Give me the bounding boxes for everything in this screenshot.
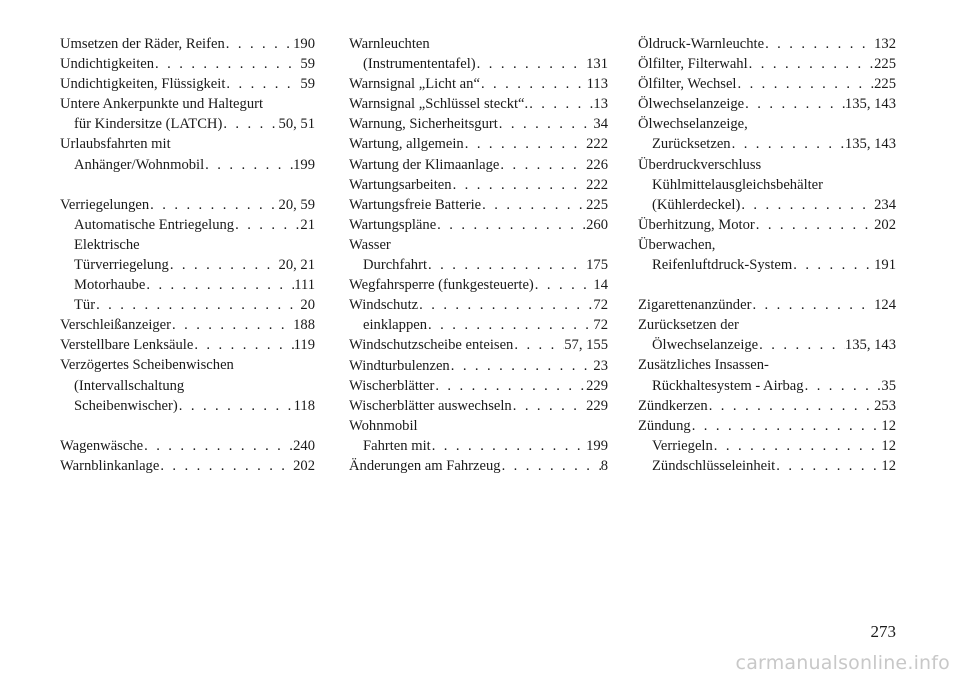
index-entry-label: Elektrische	[74, 236, 140, 253]
index-page-ref: 135, 143	[844, 96, 896, 113]
index-entry	[638, 215, 896, 235]
page-number: 273	[870, 622, 896, 641]
index-entry	[638, 416, 896, 436]
index-entry	[638, 54, 896, 74]
dot-leader	[171, 315, 293, 335]
index-page-ref: 59	[300, 76, 315, 93]
index-entry-label: Überdruckverschluss	[638, 156, 762, 173]
index-heading	[638, 175, 896, 195]
index-entry	[60, 315, 315, 335]
dot-leader	[143, 436, 293, 456]
index-heading	[60, 235, 315, 255]
index-entry-label: Ölfilter, Wechsel	[638, 76, 737, 93]
index-entry-label: Undichtigkeiten, Flüssigkeit	[60, 76, 226, 93]
index-page-ref: 72	[593, 297, 608, 314]
index-entry-label: Zündschlüsseleinheit	[652, 457, 776, 474]
index-entry	[60, 295, 315, 315]
index-entry-label: einklappen	[363, 317, 428, 334]
index-spacer	[60, 416, 315, 436]
index-page-ref: 59	[300, 56, 315, 73]
index-page-ref: 190	[293, 36, 315, 52]
index-page-ref: 199	[293, 156, 315, 173]
index-entry-label: Änderungen am Fahrzeug	[349, 457, 501, 474]
index-entry-label: Rückhaltesystem - Airbag	[652, 377, 804, 394]
index-page-ref: 240	[293, 437, 315, 454]
index-entry-label: Ölfilter, Filterwahl	[638, 56, 748, 73]
index-entry	[349, 74, 608, 94]
index-page-ref: 132	[874, 36, 896, 52]
index-page-ref: 225	[874, 76, 896, 93]
dot-leader	[145, 275, 294, 295]
index-entry	[349, 335, 608, 355]
dot-leader	[534, 275, 594, 295]
index-page-ref: 14	[593, 277, 608, 294]
dot-leader	[436, 215, 586, 235]
index-entry-label: Reifenluftdruck-System	[652, 257, 793, 274]
index-page-ref: 175	[586, 257, 608, 274]
index-entry-label: Warnsignal „Schlüssel steckt“.	[349, 96, 529, 113]
index-entry-label: Verriegeln	[652, 437, 713, 454]
index-heading	[60, 376, 315, 396]
dot-leader	[476, 54, 586, 74]
index-entry	[60, 255, 315, 275]
index-entry-label: Wegfahrsperre (funkgesteuerte)	[349, 277, 534, 294]
index-column-2	[349, 34, 608, 476]
index-entry	[349, 155, 608, 175]
index-page-ref: 191	[874, 257, 896, 274]
index-entry-label: Zurücksetzen	[652, 136, 731, 153]
index-page-ref: 202	[874, 216, 896, 233]
index-page-ref: 222	[586, 176, 608, 193]
index-entry	[638, 74, 896, 94]
index-entry-label: Motorhaube	[74, 277, 146, 294]
index-page-ref: 72	[593, 317, 608, 334]
index-page-ref: 20	[300, 297, 315, 314]
index-entry-label: Wartung der Klimaanlage	[349, 156, 500, 173]
index-entry	[349, 114, 608, 134]
index-entry-label: Verzögertes Scheibenwischen	[60, 357, 234, 374]
index-page-ref: 23	[593, 357, 608, 374]
index-entry-label: (Intervallschaltung	[74, 377, 185, 394]
dot-leader	[758, 335, 845, 355]
dot-leader	[204, 155, 293, 175]
index-page-ref: 57, 155	[564, 337, 608, 354]
index-heading	[638, 315, 896, 335]
index-entry-label: Fahrten mit	[363, 437, 431, 454]
index-page-ref: 12	[881, 457, 896, 474]
index-entry-label: Durchfahrt	[363, 257, 428, 274]
index-entry	[60, 436, 315, 456]
index-entry	[349, 315, 608, 335]
index-heading	[60, 134, 315, 154]
index-entry-label: Ölwechselanzeige	[652, 337, 759, 354]
dot-leader	[149, 195, 278, 215]
index-entry	[349, 456, 608, 476]
index-entry-label: Untere Ankerpunkte und Haltegurt	[60, 96, 264, 113]
dot-leader	[751, 295, 874, 315]
index-entry	[349, 255, 608, 275]
index-page-ref: 260	[586, 216, 608, 233]
index-entry	[638, 134, 896, 154]
dot-leader	[418, 295, 593, 315]
index-entry-label: Warnsignal „Licht an“	[349, 76, 480, 93]
watermark-text: carmanualsonline.info	[735, 652, 950, 674]
index-entry-label: Warnung, Sicherheitsgurt	[349, 116, 498, 133]
index-page-ref: 13	[593, 96, 608, 113]
index-entry	[349, 356, 608, 376]
dot-leader	[691, 416, 882, 436]
index-page-ref: 124	[874, 297, 896, 314]
index-entry	[349, 215, 608, 235]
index-entry	[349, 436, 608, 456]
index-entry-label: (Instrumententafel)	[363, 56, 476, 73]
dot-leader	[512, 396, 586, 416]
dot-leader	[740, 195, 874, 215]
dot-leader	[427, 255, 586, 275]
index-page-ref: 12	[881, 417, 896, 434]
index-entry	[638, 255, 896, 275]
dot-leader	[434, 376, 586, 396]
index-entry	[638, 335, 896, 355]
dot-leader	[501, 456, 601, 476]
dot-leader	[748, 54, 874, 74]
index-entry	[60, 195, 315, 215]
dot-leader	[528, 94, 593, 114]
index-heading	[349, 416, 608, 436]
dot-leader	[450, 356, 594, 376]
index-heading	[638, 235, 896, 255]
index-entry	[638, 295, 896, 315]
dot-leader	[513, 335, 564, 355]
index-entry-label: Zurücksetzen der	[638, 317, 739, 334]
index-entry-label: Scheibenwischer)	[74, 397, 178, 414]
index-entry-label: Tür	[74, 297, 96, 314]
index-page-ref: 20, 21	[278, 256, 315, 273]
index-entry-label: Türverriegelung	[74, 256, 169, 273]
dot-leader	[481, 195, 586, 215]
index-entry-label: Umsetzen der Räder, Reifen	[60, 36, 225, 52]
dot-leader	[498, 114, 594, 134]
index-page-ref: 229	[586, 377, 608, 394]
index-entry-label: Wartungsarbeiten	[349, 176, 452, 193]
index-entry	[60, 215, 315, 235]
index-entry-label: Warnleuchten	[349, 36, 430, 52]
index-entry-label: Windschutz	[349, 297, 419, 314]
index-page-ref: 34	[593, 116, 608, 133]
index-entry-label: (Kühlerdeckel)	[652, 196, 741, 213]
index-entry	[638, 94, 896, 114]
index-page-ref: 35	[881, 377, 896, 394]
index-entry	[349, 195, 608, 215]
index-entry-label: Wartungsfreie Batterie	[349, 196, 482, 213]
index-column-1	[60, 34, 315, 476]
index-heading	[638, 114, 896, 134]
dot-leader	[480, 74, 587, 94]
index-page-ref: 225	[874, 56, 896, 73]
dot-leader	[95, 295, 300, 315]
index-entry	[60, 396, 315, 416]
index-page-ref: 202	[293, 457, 315, 474]
index-page-ref: 119	[293, 337, 315, 354]
dot-leader	[713, 436, 882, 456]
index-entry-label: Kühlmittelausgleichsbehälter	[652, 176, 824, 193]
index-column-3	[638, 34, 896, 476]
dot-leader	[464, 134, 586, 154]
index-heading	[638, 355, 896, 375]
index-entry-label: Windschutzscheibe enteisen	[349, 337, 514, 354]
index-entry-label: Ölwechselanzeige,	[638, 116, 748, 133]
index-page-ref: 199	[586, 437, 608, 454]
index-entry	[60, 335, 315, 355]
dot-leader	[222, 114, 278, 134]
index-page-ref: 135, 143	[844, 136, 896, 153]
index-heading	[638, 155, 896, 175]
dot-leader	[431, 436, 586, 456]
index-entry-label: Wartung, allgemein	[349, 136, 464, 153]
index-entry-label: Öldruck-Warnleuchte	[638, 36, 765, 52]
index-page-ref: 131	[586, 56, 608, 73]
index-entry	[638, 456, 896, 476]
dot-leader	[755, 215, 874, 235]
index-entry	[60, 54, 315, 74]
index-entry	[349, 396, 608, 416]
index-page-ref: 8	[600, 457, 608, 474]
index-entry	[60, 275, 315, 295]
index-entry	[349, 275, 608, 295]
index-page-ref: 229	[586, 397, 608, 414]
dot-leader	[193, 335, 293, 355]
index-entry-label: Ölwechselanzeige	[638, 96, 745, 113]
index-heading	[349, 34, 608, 54]
index-entry-label: Zündkerzen	[638, 397, 708, 414]
dot-leader	[499, 155, 586, 175]
dot-leader	[234, 215, 300, 235]
index-entry	[349, 54, 608, 74]
index-entry-label: Wagenwäsche	[60, 437, 144, 454]
dot-leader	[804, 376, 882, 396]
index-entry-label: Verstellbare Lenksäule	[60, 337, 194, 354]
index-page-ref: 234	[874, 196, 896, 213]
index-page-ref: 226	[586, 156, 608, 173]
index-page-ref: 225	[586, 196, 608, 213]
index-entry-label: Wasser	[349, 236, 391, 253]
dot-leader	[154, 54, 300, 74]
dot-leader	[225, 74, 300, 94]
index-entry	[638, 34, 896, 54]
index-page-ref: 253	[874, 397, 896, 414]
index-entry	[349, 295, 608, 315]
index-page-ref: 135, 143	[844, 337, 896, 354]
index-entry-label: Anhänger/Wohnmobil	[74, 156, 205, 173]
dot-leader	[169, 255, 279, 275]
dot-leader	[708, 396, 874, 416]
index-entry	[349, 376, 608, 396]
index-entry-label: Verriegelungen	[60, 196, 150, 213]
index-entry	[60, 114, 315, 134]
index-page-ref: 21	[300, 216, 315, 233]
index-entry	[638, 396, 896, 416]
index-page-ref: 111	[294, 277, 315, 294]
index-entry	[349, 134, 608, 154]
index-entry-label: Zündung	[638, 417, 691, 434]
index-page-ref: 222	[586, 136, 608, 153]
index-entry-label: Zusätzliches Insassen-	[638, 357, 769, 374]
dot-leader	[775, 456, 881, 476]
index-entry-label: Zigarettenanzünder	[638, 297, 752, 314]
dot-leader	[178, 396, 294, 416]
index-entry-label: Überhitzung, Motor	[638, 216, 755, 233]
index-page-ref: 118	[293, 397, 315, 414]
index-entry-label: für Kindersitze (LATCH)	[74, 116, 223, 133]
index-entry-label: Wischerblätter	[349, 377, 435, 394]
index-entry-label: Urlaubsfahrten mit	[60, 136, 171, 153]
index-heading	[60, 94, 315, 114]
dot-leader	[427, 315, 593, 335]
index-entry	[349, 94, 608, 114]
index-entry-label: Wohnmobil	[349, 417, 418, 434]
index-spacer	[60, 175, 315, 195]
dot-leader	[744, 94, 845, 114]
index-page-ref: 12	[881, 437, 896, 454]
index-entry	[60, 74, 315, 94]
index-entry-label: Automatische Entriegelung	[74, 216, 235, 233]
index-entry-label: Verschleißanzeiger	[60, 317, 172, 334]
index-entry	[349, 175, 608, 195]
index-entry	[60, 155, 315, 175]
index-spacer	[638, 275, 896, 295]
index-entry-label: Wartungspläne	[349, 216, 437, 233]
dot-leader	[159, 456, 293, 476]
index-entry	[638, 195, 896, 215]
index-page-ref: 50, 51	[278, 116, 315, 133]
dot-leader	[731, 134, 845, 154]
index-page-ref: 20, 59	[278, 196, 315, 213]
index-entry-label: Wischerblätter auswechseln	[349, 397, 512, 414]
dot-leader	[225, 34, 293, 54]
index-entry-label: Undichtigkeiten	[60, 56, 155, 73]
dot-leader	[764, 34, 874, 54]
index-entry	[60, 34, 315, 54]
index-page-ref: 188	[293, 317, 315, 334]
index-heading	[60, 355, 315, 375]
dot-leader	[792, 255, 874, 275]
index-entry	[638, 376, 896, 396]
index-entry	[638, 436, 896, 456]
index-entry-label: Überwachen,	[638, 236, 716, 253]
index-heading	[349, 235, 608, 255]
index-entry-label: Windturbulenzen	[349, 357, 450, 374]
dot-leader	[736, 74, 874, 94]
index-entry-label: Warnblinkanlage	[60, 457, 160, 474]
index-page-ref: 113	[586, 76, 608, 93]
dot-leader	[452, 175, 587, 195]
index-entry	[60, 456, 315, 476]
